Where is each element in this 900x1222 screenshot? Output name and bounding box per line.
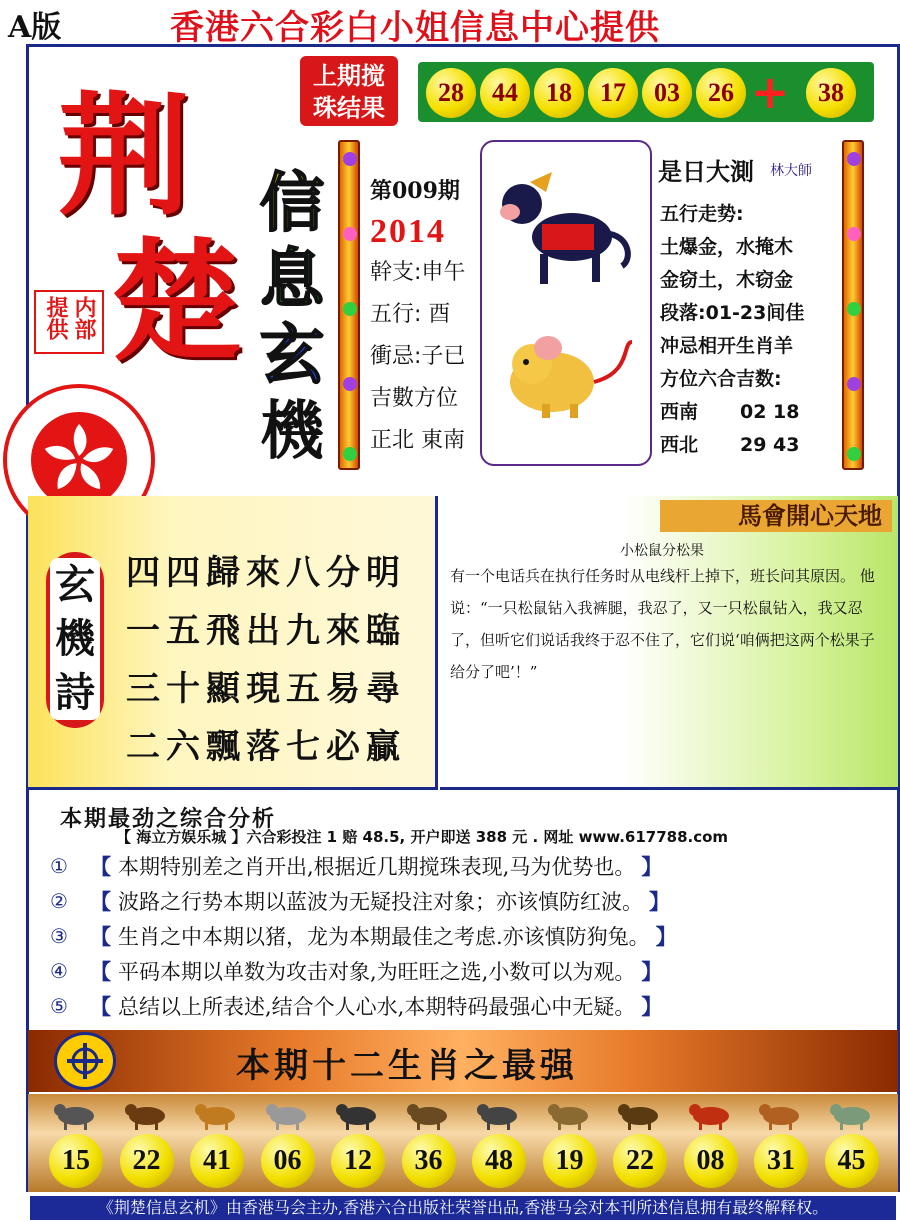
tiger-icon	[191, 1098, 243, 1132]
zodiac-item	[540, 1094, 600, 1188]
zodiac-item	[328, 1094, 388, 1188]
story-body: 有一个电话兵在执行任务时从电线杆上掉下，班长问其原因。 他说：“一只松鼠钻入我裤腿，我忍了，又一只松鼠钻入，我又忍了，但听它们说话我终于忍不住了，它们说‘咱俩把这两个松果子给分了吧’！”	[450, 567, 875, 681]
zodiac-number-ball: 31	[754, 1134, 808, 1188]
poem-line: 二六飄落七必贏	[126, 727, 406, 767]
zodiac-item	[46, 1094, 106, 1188]
zodiac-illustration	[480, 140, 652, 466]
lucky-direction: 西北 29 43	[660, 434, 800, 456]
poem-badge: 玄 機 詩	[46, 552, 104, 728]
special-ball: 38	[806, 68, 856, 118]
zodiac-item	[610, 1094, 670, 1188]
zodiac-number-ball: 19	[543, 1134, 597, 1188]
zodiac-item	[469, 1094, 529, 1188]
rat-icon	[510, 336, 632, 418]
zodiac-item	[258, 1094, 318, 1188]
zodiac-item	[117, 1094, 177, 1188]
analysis-item: ② 【 波路之行势本期以蓝波为无疑投注对象；亦该慎防红波。 】	[50, 888, 670, 914]
draw-ball: 18	[534, 68, 584, 118]
brand-char-2: 楚	[110, 225, 242, 380]
dog-icon	[755, 1098, 807, 1132]
issue-number: 第009期	[370, 178, 460, 204]
dragon-icon	[332, 1098, 384, 1132]
analysis-ad: 【 海立方娱乐城 】六合彩投注 1 赔 48.5, 开户即送 388 元 . 网址 www.617788.com	[116, 828, 729, 846]
goat-icon	[544, 1098, 596, 1132]
info-line: 吉數方位	[370, 386, 459, 411]
horse-rat-illustration	[482, 142, 650, 462]
last-draw-label: 上期搅 珠结果	[300, 56, 398, 126]
zodiac-number-ball: 36	[402, 1134, 456, 1188]
lucky-direction: 西南 02 18	[660, 401, 800, 423]
monkey-icon	[614, 1098, 666, 1132]
rat-icon	[50, 1098, 102, 1132]
rooster-icon	[685, 1098, 737, 1132]
zodiac-number-ball: 48	[472, 1134, 526, 1188]
zodiac-item	[751, 1094, 811, 1188]
draw-ball: 26	[696, 68, 746, 118]
prediction-title: 是日大測	[658, 158, 754, 186]
page-title: 香港六合彩白小姐信息中心提供	[170, 8, 660, 48]
info-line: 正北 東南	[370, 428, 465, 453]
analysis-item: ④ 【 平码本期以单数为攻击对象,为旺旺之选,小数可以为观。 】	[50, 958, 663, 984]
plus-sign: +	[750, 65, 790, 119]
prediction-master: 林大師	[770, 163, 812, 179]
zodiac-number-ball: 12	[331, 1134, 385, 1188]
draw-ball: 17	[588, 68, 638, 118]
last-draw-results	[418, 62, 874, 122]
prediction-body: 五行走势: 土爆金，水掩木 金窃土，木窃金 段落:01-23间佳 冲忌相开生肖羊 方位六合吉数: 西南 02 18 西北 29 43	[660, 198, 840, 462]
zodiac-item	[399, 1094, 459, 1188]
story-header: 馬會開心天地	[660, 500, 892, 532]
draw-ball: 28	[426, 68, 476, 118]
story-title: 小松鼠分松果	[620, 543, 704, 559]
hk-jockey-logo-icon	[54, 1032, 116, 1090]
zodiac-number-ball: 15	[49, 1134, 103, 1188]
zodiac-number-ball: 08	[684, 1134, 738, 1188]
info-line: 幹支:申午	[370, 260, 466, 285]
horse-icon	[473, 1098, 525, 1132]
right-pillar	[842, 140, 864, 470]
brand-char-1: 荆	[58, 79, 190, 234]
zodiac-number-ball: 22	[613, 1134, 667, 1188]
poem-line: 一五飛出九來臨	[126, 611, 406, 651]
edition-label: A版	[8, 10, 62, 45]
internal-stamp: 提供 内部	[34, 290, 104, 354]
draw-ball: 03	[642, 68, 692, 118]
draw-ball: 44	[480, 68, 530, 118]
zodiac-item	[822, 1094, 882, 1188]
ox-icon	[121, 1098, 173, 1132]
analysis-item: ③ 【 生肖之中本期以猪，龙为本期最佳之考虑.亦该慎防狗兔。 】	[50, 923, 677, 949]
info-line: 衝忌:子已	[370, 344, 466, 369]
poem-line: 三十顯現五易尋	[126, 669, 406, 709]
info-line: 五行: 酉	[370, 302, 451, 327]
zodiac-number-ball: 45	[825, 1134, 879, 1188]
zodiac-number-ball: 22	[120, 1134, 174, 1188]
analysis-title: 本期最劲之综合分析	[60, 807, 277, 832]
poem-line: 四四歸來八分明	[126, 553, 406, 593]
horse-icon	[500, 172, 628, 284]
zodiac-number-ball: 06	[261, 1134, 315, 1188]
zodiac-item	[187, 1094, 247, 1188]
footer-note: 《荆楚信息玄机》由香港马会主办,香港六合出版社荣誉出品,香港马会对本刊所述信息拥有最终解释权。	[30, 1196, 896, 1220]
rabbit-icon	[262, 1098, 314, 1132]
snake-icon	[403, 1098, 455, 1132]
vertical-title: 信 息 玄 機	[260, 167, 324, 469]
poem-lines	[126, 544, 406, 776]
analysis-item: ① 【 本期特别差之肖开出,根据近几期搅珠表现,马为优势也。 】	[50, 853, 663, 879]
issue-year: 2014	[370, 213, 446, 250]
left-pillar	[338, 140, 360, 470]
analysis-item: ⑤ 【 总结以上所表述,结合个人心水,本期特码最强心中无疑。 】	[50, 993, 663, 1019]
zodiac-number-ball: 41	[190, 1134, 244, 1188]
zodiac-item	[681, 1094, 741, 1188]
pig-icon	[826, 1098, 878, 1132]
analysis-list	[50, 848, 870, 1023]
zodiac-title: 本期十二生肖之最强	[236, 1046, 578, 1086]
issue-info	[370, 170, 480, 462]
